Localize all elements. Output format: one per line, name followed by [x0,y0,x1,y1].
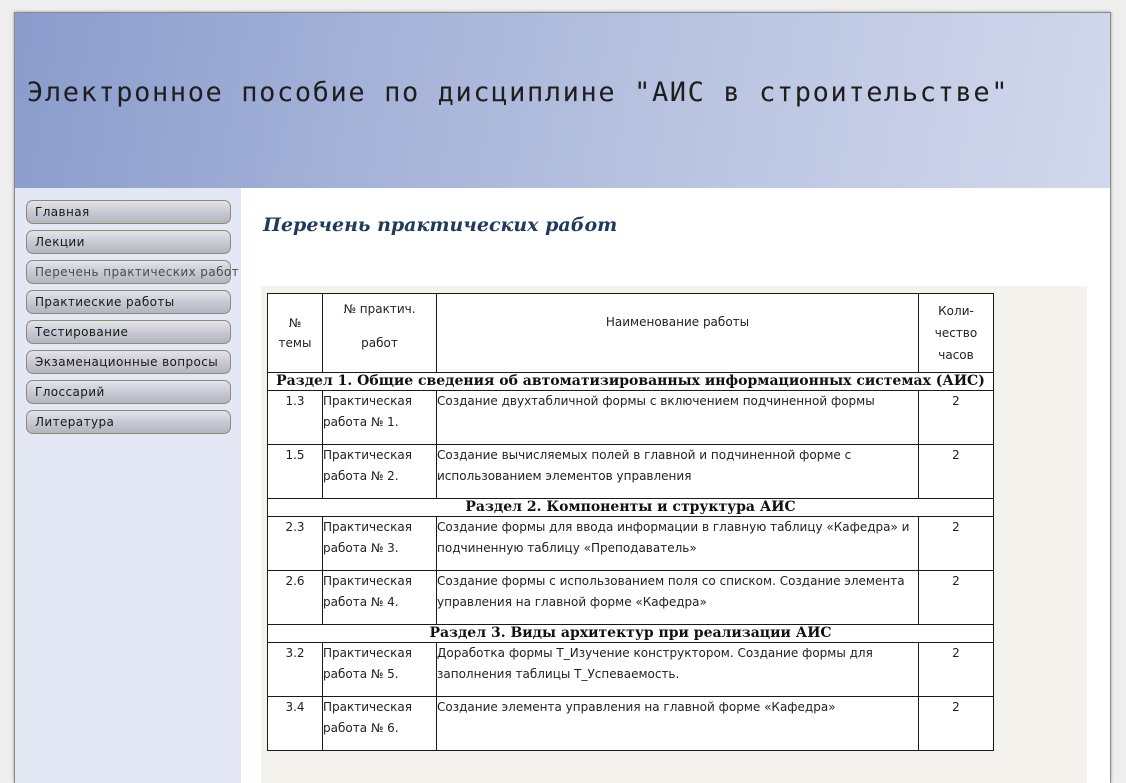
cell-practical-number [323,391,437,445]
cell-work-name: Создание элемента управления на главной форме «Кафедра» [437,697,919,751]
page-title: Перечень практических работ [263,214,618,236]
cell-practical-line1: Практическая [323,520,412,534]
section-title: Раздел 1. Общие сведения об автоматизированных информационных системах (АИС) [268,373,994,391]
table-row [268,517,994,571]
section-title: Раздел 3. Виды архитектур при реализации АИС [268,625,994,643]
nav-item-practical-list[interactable]: Перечень практических работ [26,260,231,284]
cell-practical-line2: работа № 3. [323,541,399,555]
header-topic-number-line2: темы [278,336,312,350]
cell-practical-line1: Практическая [323,646,412,660]
cell-practical-number [323,571,437,625]
page-frame [14,12,1111,783]
section-row [268,499,994,517]
cell-topic-number: 3.2 [268,643,323,697]
cell-practical-line1: Практическая [323,448,412,462]
cell-practical-number [323,643,437,697]
cell-practical-line2: работа № 2. [323,469,399,483]
cell-hours: 2 [919,517,994,571]
main-content [241,188,1110,783]
site-title: Электронное пособие по дисциплине "АИС в строительстве" [27,77,1010,108]
nav-item-practical-works[interactable]: Практиеские работы [26,290,231,314]
cell-hours: 2 [919,391,994,445]
table-row [268,445,994,499]
cell-topic-number: 1.5 [268,445,323,499]
header-hours-line1: Коли- [938,304,974,318]
header-topic-number [268,294,323,373]
header-practical-number-line1: № практич. [343,302,416,316]
header-hours-line3: часов [938,348,974,362]
sidebar-nav [15,188,241,783]
cell-practical-line2: работа № 6. [323,721,399,735]
cell-topic-number: 2.6 [268,571,323,625]
header-work-name-text: Наименование работы [605,315,750,329]
nav-item-glossary[interactable]: Глоссарий [26,380,231,404]
cell-practical-number [323,517,437,571]
cell-hours: 2 [919,571,994,625]
cell-practical-line1: Практическая [323,574,412,588]
header-topic-number-line1: № [288,316,302,330]
section-title: Раздел 2. Компоненты и структура АИС [268,499,994,517]
cell-topic-number: 2.3 [268,517,323,571]
cell-work-name: Создание вычисляемых полей в главной и подчиненной форме с использованием элементов управления [437,445,919,499]
cell-practical-line2: работа № 4. [323,595,399,609]
cell-practical-number [323,445,437,499]
cell-practical-line1: Практическая [323,700,412,714]
header-practical-number-line2: работ [361,336,398,350]
header-hours-line2: чество [934,326,978,340]
table-row [268,697,994,751]
cell-work-name: Доработка формы Т_Изучение конструктором. Создание формы для заполнения таблицы Т_Успеваемость. [437,643,919,697]
table-row [268,391,994,445]
nav-item-lectures[interactable]: Лекции [26,230,231,254]
table-header-row [268,294,994,373]
practical-works-table [267,293,994,751]
cell-work-name: Создание формы с использованием поля со списком. Создание элемента управления на главной форме «Кафедра» [437,571,919,625]
cell-hours: 2 [919,445,994,499]
nav-item-main[interactable]: Главная [26,200,231,224]
table-panel [261,286,1087,783]
cell-work-name: Создание двухтабличной формы с включением подчиненной формы [437,391,919,445]
cell-work-name: Создание формы для ввода информации в главную таблицу «Кафедра» и подчиненную таблицу «Преподаватель» [437,517,919,571]
cell-hours: 2 [919,697,994,751]
header-hours [919,294,994,373]
header-practical-number [323,294,437,373]
section-row [268,373,994,391]
section-row [268,625,994,643]
nav-item-testing[interactable]: Тестирование [26,320,231,344]
site-header [15,13,1110,188]
header-work-name [437,294,919,373]
cell-practical-number [323,697,437,751]
cell-practical-line1: Практическая [323,394,412,408]
cell-topic-number: 1.3 [268,391,323,445]
cell-practical-line2: работа № 5. [323,667,399,681]
table-row [268,571,994,625]
nav-item-exam-questions[interactable]: Экзаменационные вопросы [26,350,231,374]
cell-hours: 2 [919,643,994,697]
cell-practical-line2: работа № 1. [323,415,399,429]
nav-item-literature[interactable]: Литература [26,410,231,434]
cell-topic-number: 3.4 [268,697,323,751]
table-row [268,643,994,697]
